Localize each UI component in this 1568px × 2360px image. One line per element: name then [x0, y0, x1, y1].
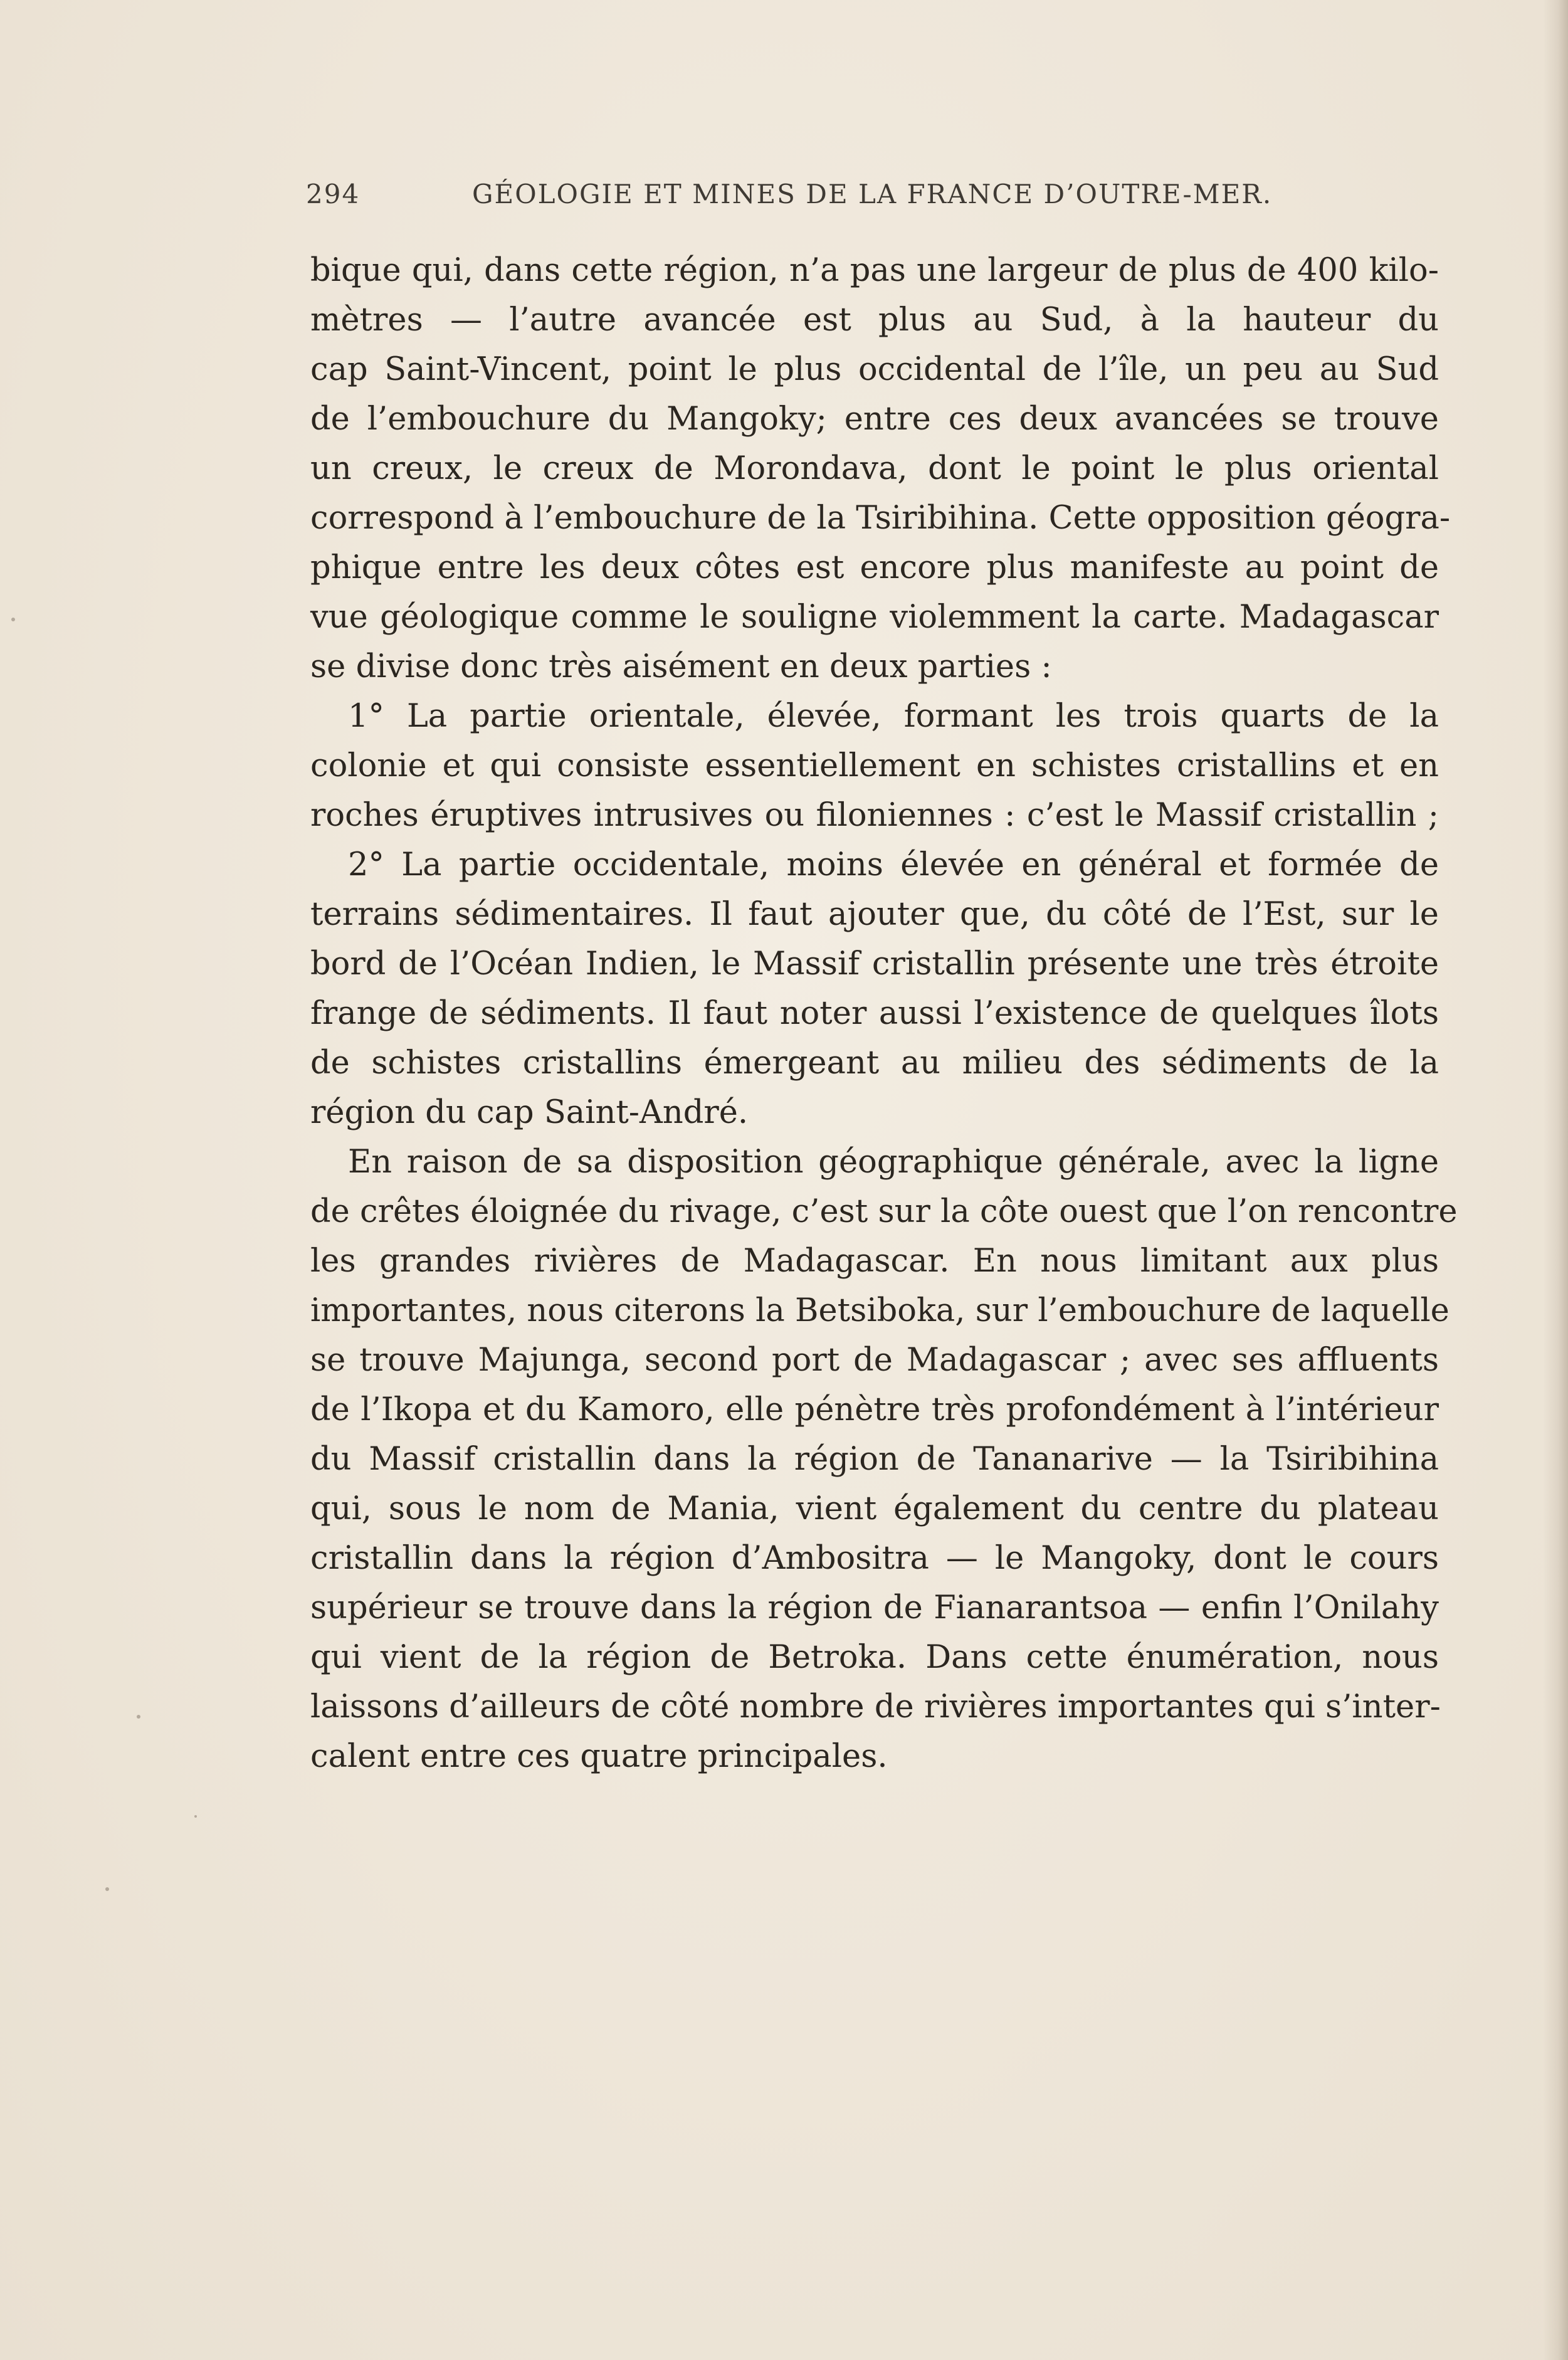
- text-line: cristallin dans la région d’Ambositra — le Mangoky, dont le cours: [310, 1540, 1439, 1577]
- page-number: 294: [306, 179, 360, 209]
- running-title: GÉOLOGIE ET MINES DE LA FRANCE D’OUTRE-MER.: [472, 179, 1273, 209]
- text-line: calent entre ces quatre principales.: [310, 1738, 888, 1775]
- text-line: 1° La partie orientale, élevée, formant les trois quarts de la: [348, 698, 1439, 735]
- text-line: correspond à l’embouchure de la Tsiribihina. Cette opposition géogra-: [310, 500, 1451, 537]
- text-line: du Massif cristallin dans la région de Tananarive — la Tsiribihina: [310, 1441, 1439, 1478]
- text-line: En raison de sa disposition géographique générale, avec la ligne: [348, 1144, 1439, 1181]
- text-line: vue géologique comme le souligne violemment la carte. Madagascar: [310, 599, 1439, 636]
- speck: [11, 618, 15, 621]
- text-line: mètres — l’autre avancée est plus au Sud, à la hauteur du: [310, 302, 1439, 339]
- text-line: se trouve Majunga, second port de Madagascar ; avec ses affluents: [310, 1342, 1439, 1379]
- body-text: [310, 246, 1458, 1781]
- text-line: terrains sédimentaires. Il faut ajouter que, du côté de l’Est, sur le: [310, 896, 1439, 933]
- text-line: bord de l’Océan Indien, le Massif cristallin présente une très étroite: [310, 946, 1439, 982]
- page-edge-shadow: [1543, 0, 1568, 2360]
- text-line: les grandes rivières de Madagascar. En nous limitant aux plus: [310, 1243, 1439, 1280]
- text-line: supérieur se trouve dans la région de Fianarantsoa — enfin l’Onilahy: [310, 1589, 1439, 1626]
- speck: [105, 1887, 109, 1891]
- text-line: roches éruptives intrusives ou filoniennes : c’est le Massif cristallin ;: [310, 797, 1439, 834]
- text-line: de l’Ikopa et du Kamoro, elle pénètre très profondément à l’intérieur: [310, 1391, 1439, 1428]
- text-line: un creux, le creux de Morondava, dont le point le plus oriental: [310, 450, 1439, 487]
- text-line: de l’embouchure du Mangoky; entre ces deux avancées se trouve: [310, 401, 1439, 438]
- text-line: colonie et qui consiste essentiellement en schistes cristallins et en: [310, 747, 1439, 784]
- text-line: qui vient de la région de Betroka. Dans cette énumération, nous: [310, 1639, 1439, 1676]
- text-line: se divise donc très aisément en deux parties :: [310, 648, 1052, 685]
- text-line: 2° La partie occidentale, moins élevée en général et formée de: [348, 846, 1439, 883]
- running-header: [306, 179, 1290, 216]
- speck: [137, 1715, 140, 1719]
- text-line: importantes, nous citerons la Betsiboka, sur l’embouchure de laquelle: [310, 1292, 1450, 1329]
- text-line: de schistes cristallins émergeant au milieu des sédiments de la: [310, 1045, 1439, 1082]
- text-line: cap Saint-Vincent, point le plus occidental de l’île, un peu au Sud: [310, 351, 1439, 388]
- speck: [194, 1815, 197, 1818]
- text-line: qui, sous le nom de Mania, vient également du centre du plateau: [310, 1490, 1439, 1527]
- text-line: de crêtes éloignée du rivage, c’est sur la côte ouest que l’on rencontre: [310, 1193, 1458, 1230]
- text-line: bique qui, dans cette région, n’a pas une largeur de plus de 400 kilo-: [310, 252, 1439, 289]
- text-line: frange de sédiments. Il faut noter aussi l’existence de quelques îlots: [310, 995, 1439, 1032]
- text-line: phique entre les deux côtes est encore plus manifeste au point de: [310, 549, 1439, 586]
- text-line: région du cap Saint-André.: [310, 1094, 749, 1131]
- text-line: laissons d’ailleurs de côté nombre de rivières importantes qui s’inter-: [310, 1688, 1441, 1725]
